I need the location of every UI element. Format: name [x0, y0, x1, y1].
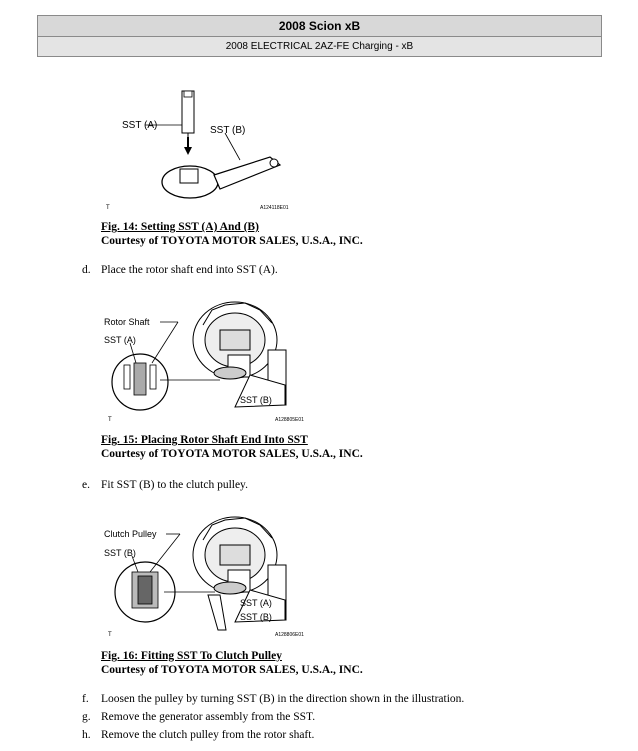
figure-16-illustration [100, 510, 320, 645]
figure-code: A128805E01 [275, 417, 304, 423]
figure-15-caption [101, 433, 363, 461]
step-text: Remove the clutch pulley from the rotor shaft. [101, 729, 315, 741]
figure-label: T [108, 632, 112, 638]
figure-label: T [108, 417, 112, 423]
figure-label: SST (A) [122, 120, 158, 131]
step-e [82, 478, 248, 492]
step-g [82, 710, 315, 724]
figure-label: SST (B) [104, 548, 136, 558]
step-h [82, 728, 314, 742]
caption-credit: Courtesy of TOYOTA MOTOR SALES, U.S.A., INC. [101, 235, 363, 247]
figure-label: Rotor Shaft [104, 317, 150, 327]
figure-label: SST (B) [240, 612, 272, 622]
step-label: g. [82, 711, 91, 723]
caption-credit: Courtesy of TOYOTA MOTOR SALES, U.S.A., INC. [101, 448, 363, 460]
document-subtitle: 2008 ELECTRICAL 2AZ-FE Charging - xB [225, 41, 414, 52]
caption-title: Fig. 15: Placing Rotor Shaft End Into SST [101, 434, 308, 446]
page-header [37, 15, 602, 57]
step-f [82, 692, 464, 706]
figure-label: SST (A) [104, 335, 136, 345]
figure-code: A124118E01 [260, 205, 289, 211]
document-title: 2008 Scion xB [38, 16, 601, 37]
figure-label: T [106, 205, 110, 211]
caption-credit: Courtesy of TOYOTA MOTOR SALES, U.S.A., INC. [101, 664, 363, 676]
figure-16-caption [101, 649, 363, 677]
step-text: Fit SST (B) to the clutch pulley. [101, 479, 248, 491]
figure-14-illustration [100, 85, 310, 215]
step-label: d. [82, 264, 91, 276]
caption-title: Fig. 16: Fitting SST To Clutch Pulley [101, 650, 282, 662]
figure-label: SST (A) [240, 598, 272, 608]
step-text: Place the rotor shaft end into SST (A). [101, 264, 278, 276]
caption-title: Fig. 14: Setting SST (A) And (B) [101, 221, 259, 233]
step-text: Remove the generator assembly from the SST. [101, 711, 316, 723]
figure-label: SST (B) [210, 125, 246, 136]
step-label: f. [82, 693, 89, 705]
figure-label: SST (B) [240, 395, 272, 405]
step-text: Loosen the pulley by turning SST (B) in the direction shown in the illustration. [101, 693, 465, 705]
figure-code: A128806E01 [275, 632, 304, 638]
figure-14-caption [101, 220, 363, 248]
step-label: e. [82, 479, 90, 491]
figure-15-illustration [100, 295, 320, 430]
step-d [82, 263, 278, 277]
step-label: h. [82, 729, 91, 741]
figure-label: Clutch Pulley [104, 529, 157, 539]
